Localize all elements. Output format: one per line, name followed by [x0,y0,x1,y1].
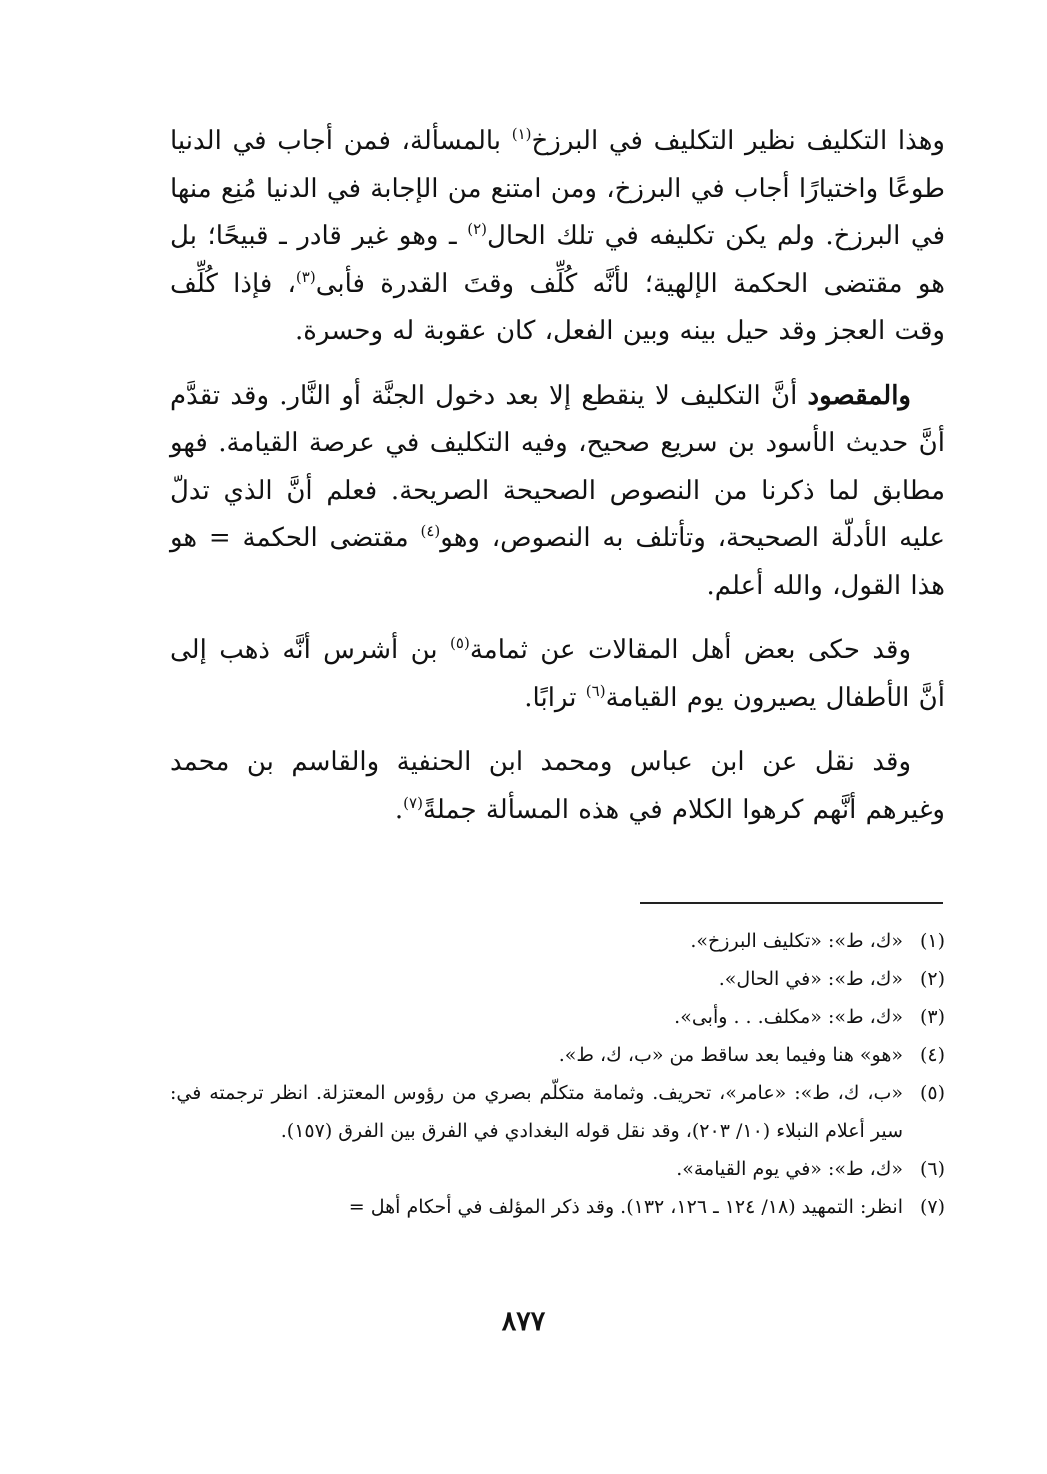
text-run: ، فإذا كُلِّف وقت العجز وقد حيل بينه وبين الفعل، كان عقوبة له وحسرة. [170,268,945,346]
footnote-text: «هو» هنا وفيما بعد ساقط من «ب، ك، ط». [558,1044,903,1066]
paragraph-1 [170,118,945,356]
text-run: أنَّ التكليف لا ينقطع إلا بعد دخول الجنَّة أو النَّار. وقد تقدَّم أنَّ حديث الأسود بن سريع صحيح، وفيه التكليف في عرصة القيامة. فهو مطابق لما ذكرنا من النصوص الصحيحة الصريحة. فعلم أنَّ الذي تدلّ عليه الأدلّة الصحيحة، وتأتلف به النصوص، وهو [170,380,946,553]
text-run: . [394,794,404,825]
footnote-text: «ك، ط»: «في الحال». [718,968,903,990]
footnote-text: انظر: التمهيد (١٨/ ١٢٤ ـ ١٢٦، ١٣٢). وقد ذكر المؤلف في أحكام أهل = [348,1196,903,1218]
footnote-text: «ك، ط»: «في يوم القيامة». [676,1158,903,1180]
footnote-number: (٥) [919,1082,945,1104]
footnote-item [170,1150,945,1188]
text-run: وقد حكى بعض أهل المقالات عن ثمامة [469,635,911,665]
footnote-ref-1[interactable]: (١) [511,125,532,143]
footnote-item [170,1036,945,1074]
footnote-number: (١) [919,930,945,952]
footnote-ref-5[interactable]: (٥) [450,634,470,652]
footnote-ref-2[interactable]: (٢) [467,220,488,238]
paragraph-4 [170,739,945,834]
footnote-item [170,960,945,998]
footnote-number: (٦) [919,1158,945,1180]
text-run: وقد نقل عن ابن عباس ومحمد ابن الحنفية والقاسم بن محمد وغيرهم أنَّهم كرهوا الكلام في هذه المسألة جملةً [170,747,945,825]
text-run: وهذا التكليف نظير التكليف في البرزخ [531,126,945,156]
footnote-item [170,998,945,1036]
text-run: ـ وهو غير قادر ـ قبيحًا؛ بل هو مقتضى الحكمة الإلهية؛ لأنَّه كُلِّف وقتَ القدرة فأبى [170,221,945,299]
footnote-number: (٤) [919,1044,945,1066]
text-run: ترابًا. [524,682,586,713]
lead-word: والمقصود [807,380,911,411]
text-run: مقتضى الحكمة = هو هذا القول، والله أعلم. [170,523,945,601]
footnote-ref-6[interactable]: (٦) [585,681,606,700]
footnote-text: «ك، ط»: «تكليف البرزخ». [690,930,903,952]
footnote-text: «ب، ك، ط»: «عامر»، تحريف. وثمامة متكلّم بصري من رؤوس المعتزلة. انظر ترجمته في: سير أعلام النبلاء (١٠/ ٢٠٣)، وقد نقل قوله البغدادي في الفرق بين الفرق (١٥٧). [170,1082,903,1142]
footnote-divider [640,902,943,904]
footnote-ref-4[interactable]: (٤) [420,522,441,540]
footnotes [170,922,945,1226]
text-run: بالمسألة، فمن أجاب في الدنيا طوعًا واختيارًا أجاب في البرزخ، ومن امتنع من الإجابة في الدنيا مُنِع منها في البرزخ. ولم يكن تكليفه في تلك الحال [170,126,945,251]
footnote-text: «ك، ط»: «مكلف. . . وأبى». [674,1006,903,1028]
footnote-number: (٢) [919,968,945,990]
paragraph-2 [170,373,945,611]
footnote-ref-7[interactable]: (٧) [403,793,423,812]
paragraph-3 [170,627,945,722]
footnote-number: (٣) [919,1006,945,1028]
text-run: بن أشرس أنَّه ذهب إلى أنَّ الأطفال يصيرون يوم القيامة [170,635,945,713]
footnote-number: (٧) [919,1196,945,1218]
main-text [170,118,945,834]
footnote-item [170,922,945,960]
page-number: ٨٧٧ [501,1306,546,1337]
footnote-item [170,1188,945,1226]
footnote-item [170,1074,945,1150]
footnote-ref-3[interactable]: (٣) [295,267,316,286]
